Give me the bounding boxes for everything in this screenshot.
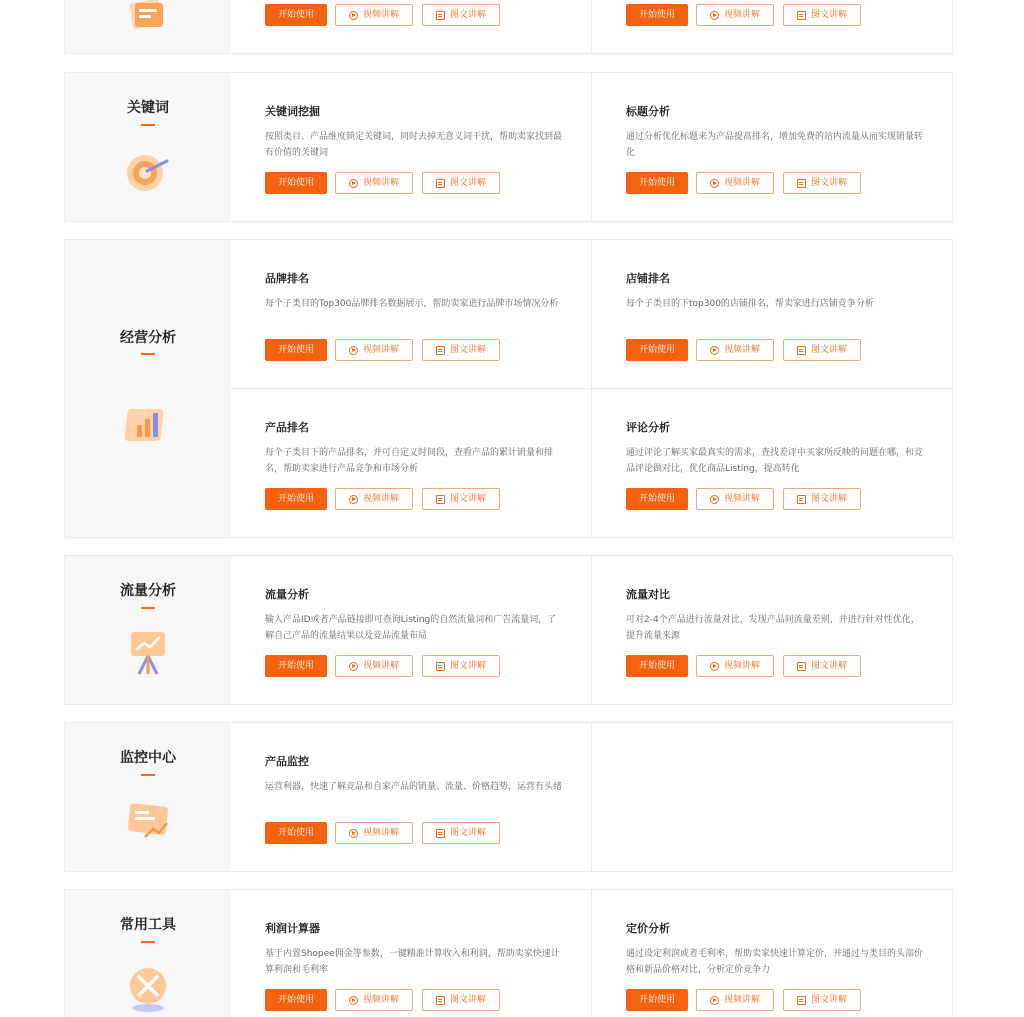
doc-guide-button[interactable] [422, 488, 500, 510]
start-button[interactable]: 开始使用 [265, 172, 327, 194]
video-guide-button[interactable] [335, 339, 413, 361]
video-guide-label: 视频讲解 [362, 494, 399, 504]
tool-description: 通过设定利润或者毛利率，帮助卖家快速计算定价，并通过与类目的头部价格和新品价格对比，分析定价竞争力 [626, 949, 924, 975]
section-keyword [64, 72, 953, 222]
tool-title: 店铺排名 [626, 272, 670, 285]
video-guide-label: 视频讲解 [723, 995, 760, 1005]
tool-description: 每个子类目的Top300品牌排名数据展示，帮助卖家进行品牌市场情况分析 [265, 299, 559, 309]
start-button[interactable]: 开始使用 [626, 4, 688, 26]
document-icon [797, 179, 806, 188]
tool-title: 流量分析 [265, 588, 309, 601]
tool-title: 流量对比 [626, 588, 670, 601]
video-guide-button[interactable] [696, 172, 774, 194]
tool-card-product-monitor [231, 723, 592, 872]
document-icon [436, 11, 445, 20]
tool-title: 品牌排名 [265, 272, 309, 285]
play-icon [349, 346, 358, 355]
doc-guide-button[interactable] [783, 4, 861, 26]
play-icon [710, 346, 719, 355]
title-underline [141, 607, 155, 609]
video-guide-button[interactable] [335, 655, 413, 677]
tool-card [592, 0, 953, 54]
document-icon [797, 996, 806, 1005]
section-sidebar [65, 556, 231, 704]
section-sidebar [65, 0, 231, 53]
document-icon [436, 495, 445, 504]
video-guide-label: 视频讲解 [723, 178, 760, 188]
start-button[interactable]: 开始使用 [265, 339, 327, 361]
video-guide-label: 视频讲解 [723, 494, 760, 504]
doc-guide-label: 图文讲解 [810, 10, 847, 20]
title-underline [141, 941, 155, 943]
tool-actions [265, 989, 500, 1011]
video-guide-button[interactable] [696, 488, 774, 510]
video-guide-label: 视频讲解 [723, 10, 760, 20]
video-guide-label: 视频讲解 [723, 345, 760, 355]
tool-title: 评论分析 [626, 421, 670, 434]
play-icon [710, 662, 719, 671]
video-guide-label: 视频讲解 [362, 661, 399, 671]
doc-guide-label: 图文讲解 [449, 661, 486, 671]
doc-guide-button[interactable] [783, 339, 861, 361]
tool-actions [626, 4, 861, 26]
tool-actions [265, 4, 500, 26]
tool-title: 标题分析 [626, 105, 670, 118]
doc-guide-button[interactable] [422, 172, 500, 194]
tool-actions [626, 172, 861, 194]
doc-guide-label: 图文讲解 [810, 178, 847, 188]
doc-guide-label: 图文讲解 [810, 661, 847, 671]
video-guide-button[interactable] [335, 488, 413, 510]
section-sidebar [65, 723, 231, 871]
section-common-tools [64, 889, 953, 1017]
tool-card [231, 0, 592, 54]
document-icon [436, 662, 445, 671]
play-icon [710, 495, 719, 504]
tool-description: 可对2-4个产品进行流量对比，发现产品间流量差别，并进行针对性优化，提升流量来源 [626, 615, 920, 641]
video-guide-button[interactable] [335, 822, 413, 844]
document-stack-icon [123, 0, 173, 45]
tool-card-pricing-analysis [592, 890, 953, 1017]
tool-card-store-ranking [592, 240, 953, 389]
document-icon [436, 996, 445, 1005]
section-sidebar [65, 73, 231, 221]
start-button[interactable]: 开始使用 [265, 488, 327, 510]
section-title: 监控中心 [120, 750, 176, 766]
video-guide-button[interactable] [335, 172, 413, 194]
tool-description: 基于内置Shopee佣金等参数，一键精准计算收入和利润，帮助卖家快速计算利润和毛利率 [265, 949, 560, 975]
doc-guide-label: 图文讲解 [810, 345, 847, 355]
document-icon [436, 829, 445, 838]
bar-chart-icon [123, 397, 173, 447]
start-button[interactable]: 开始使用 [626, 339, 688, 361]
document-icon [797, 346, 806, 355]
doc-guide-button[interactable] [422, 989, 500, 1011]
title-underline [141, 353, 155, 355]
play-icon [349, 11, 358, 20]
start-button[interactable]: 开始使用 [626, 172, 688, 194]
play-icon [349, 495, 358, 504]
tool-card-product-ranking [231, 389, 592, 538]
title-underline [141, 774, 155, 776]
tool-actions [265, 655, 500, 677]
video-guide-button[interactable] [696, 4, 774, 26]
video-guide-label: 视频讲解 [362, 178, 399, 188]
video-guide-label: 视频讲解 [362, 345, 399, 355]
tool-description: 按照类目、产品维度锁定关键词，同时去掉无意义词干扰，帮助卖家找到最有价值的关键词 [265, 132, 563, 158]
video-guide-label: 视频讲解 [362, 828, 399, 838]
section-title: 关键词 [127, 100, 169, 116]
doc-guide-button[interactable] [783, 172, 861, 194]
doc-guide-label: 图文讲解 [810, 995, 847, 1005]
tool-actions [265, 172, 500, 194]
wrench-icon [123, 964, 173, 1014]
video-guide-label: 视频讲解 [362, 10, 399, 20]
video-guide-button[interactable] [335, 4, 413, 26]
start-button[interactable]: 开始使用 [265, 655, 327, 677]
doc-guide-label: 图文讲解 [449, 995, 486, 1005]
doc-guide-label: 图文讲解 [449, 494, 486, 504]
video-guide-label: 视频讲解 [362, 995, 399, 1005]
tool-card-keyword-mining [231, 73, 592, 222]
doc-guide-button[interactable] [422, 339, 500, 361]
section-title: 经营分析 [120, 330, 176, 346]
doc-guide-button[interactable] [422, 822, 500, 844]
trend-board-icon [123, 628, 173, 678]
tool-card-traffic-analysis [231, 556, 592, 705]
title-underline [141, 124, 155, 126]
tool-card-profit-calculator [231, 890, 592, 1017]
doc-guide-label: 图文讲解 [449, 345, 486, 355]
document-icon [797, 11, 806, 20]
section-title: 常用工具 [120, 917, 176, 933]
tool-actions [626, 488, 861, 510]
document-icon [436, 179, 445, 188]
tool-title: 关键词挖掘 [265, 105, 320, 118]
tool-title: 定价分析 [626, 922, 670, 935]
start-button[interactable]: 开始使用 [265, 822, 327, 844]
start-button[interactable]: 开始使用 [265, 4, 327, 26]
tool-actions [265, 339, 500, 361]
section-monitor-center [64, 722, 953, 872]
start-button[interactable]: 开始使用 [265, 989, 327, 1011]
tool-title: 产品排名 [265, 421, 309, 434]
tool-card-traffic-compare [592, 556, 953, 705]
section-traffic-analysis [64, 555, 953, 705]
doc-guide-button[interactable] [422, 4, 500, 26]
start-button[interactable]: 开始使用 [626, 989, 688, 1011]
tool-actions [265, 822, 500, 844]
play-icon [710, 179, 719, 188]
section-sidebar [65, 890, 231, 1017]
tool-title: 产品监控 [265, 755, 309, 768]
document-icon [797, 662, 806, 671]
play-icon [349, 179, 358, 188]
video-guide-button[interactable] [696, 655, 774, 677]
tool-title: 利润计算器 [265, 922, 320, 935]
monitor-chart-icon [123, 797, 173, 847]
play-icon [710, 11, 719, 20]
play-icon [349, 662, 358, 671]
video-guide-button[interactable] [335, 989, 413, 1011]
video-guide-label: 视频讲解 [723, 661, 760, 671]
document-icon [436, 346, 445, 355]
section-operation-analysis [64, 239, 953, 538]
start-button[interactable]: 开始使用 [626, 655, 688, 677]
tool-description: 运营利器，快速了解竞品和自家产品的销量、流量、价格趋势，运营有头绪 [265, 782, 563, 792]
tool-actions [626, 339, 861, 361]
section-top-partial [64, 0, 953, 54]
doc-guide-button[interactable] [422, 655, 500, 677]
play-icon [349, 829, 358, 838]
video-guide-button[interactable] [696, 989, 774, 1011]
start-button[interactable]: 开始使用 [626, 488, 688, 510]
doc-guide-button[interactable] [783, 655, 861, 677]
doc-guide-label: 图文讲解 [449, 828, 486, 838]
tool-actions [626, 989, 861, 1011]
section-title: 流量分析 [120, 583, 176, 599]
section-sidebar [65, 240, 231, 537]
doc-guide-button[interactable] [783, 488, 861, 510]
doc-guide-label: 图文讲解 [810, 494, 847, 504]
tool-description: 每个子类目下的产品排名，并可自定义时间段，查看产品的累计销量和排名，帮助卖家进行产品竞争和市场分析 [265, 448, 554, 474]
video-guide-button[interactable] [696, 339, 774, 361]
tool-actions [265, 488, 500, 510]
tool-actions [626, 655, 861, 677]
doc-guide-label: 图文讲解 [449, 10, 486, 20]
document-icon [797, 495, 806, 504]
tool-card-brand-ranking [231, 240, 592, 389]
tool-card-title-analysis [592, 73, 953, 222]
play-icon [349, 996, 358, 1005]
play-icon [710, 996, 719, 1005]
tool-description: 每个子类目的下top300的店铺排名，帮卖家进行店铺竞争分析 [626, 299, 874, 309]
tool-description: 通过分析优化标题来为产品提高排名，增加免费的站内流量从而实现销量转化 [626, 132, 924, 158]
tool-description: 输入产品ID或者产品链接即可查询Listing的自然流量词和广告流量词，了解自己产品的流量结果以及竞品流量布局 [265, 615, 557, 641]
tool-card-review-analysis [592, 389, 953, 538]
tool-description: 通过评论了解买家最真实的需求，查找差评中买家所反映的问题在哪，和竞品评论做对比，优化商品Listing，提高转化 [626, 448, 924, 474]
doc-guide-label: 图文讲解 [449, 178, 486, 188]
doc-guide-button[interactable] [783, 989, 861, 1011]
target-icon [123, 147, 173, 197]
